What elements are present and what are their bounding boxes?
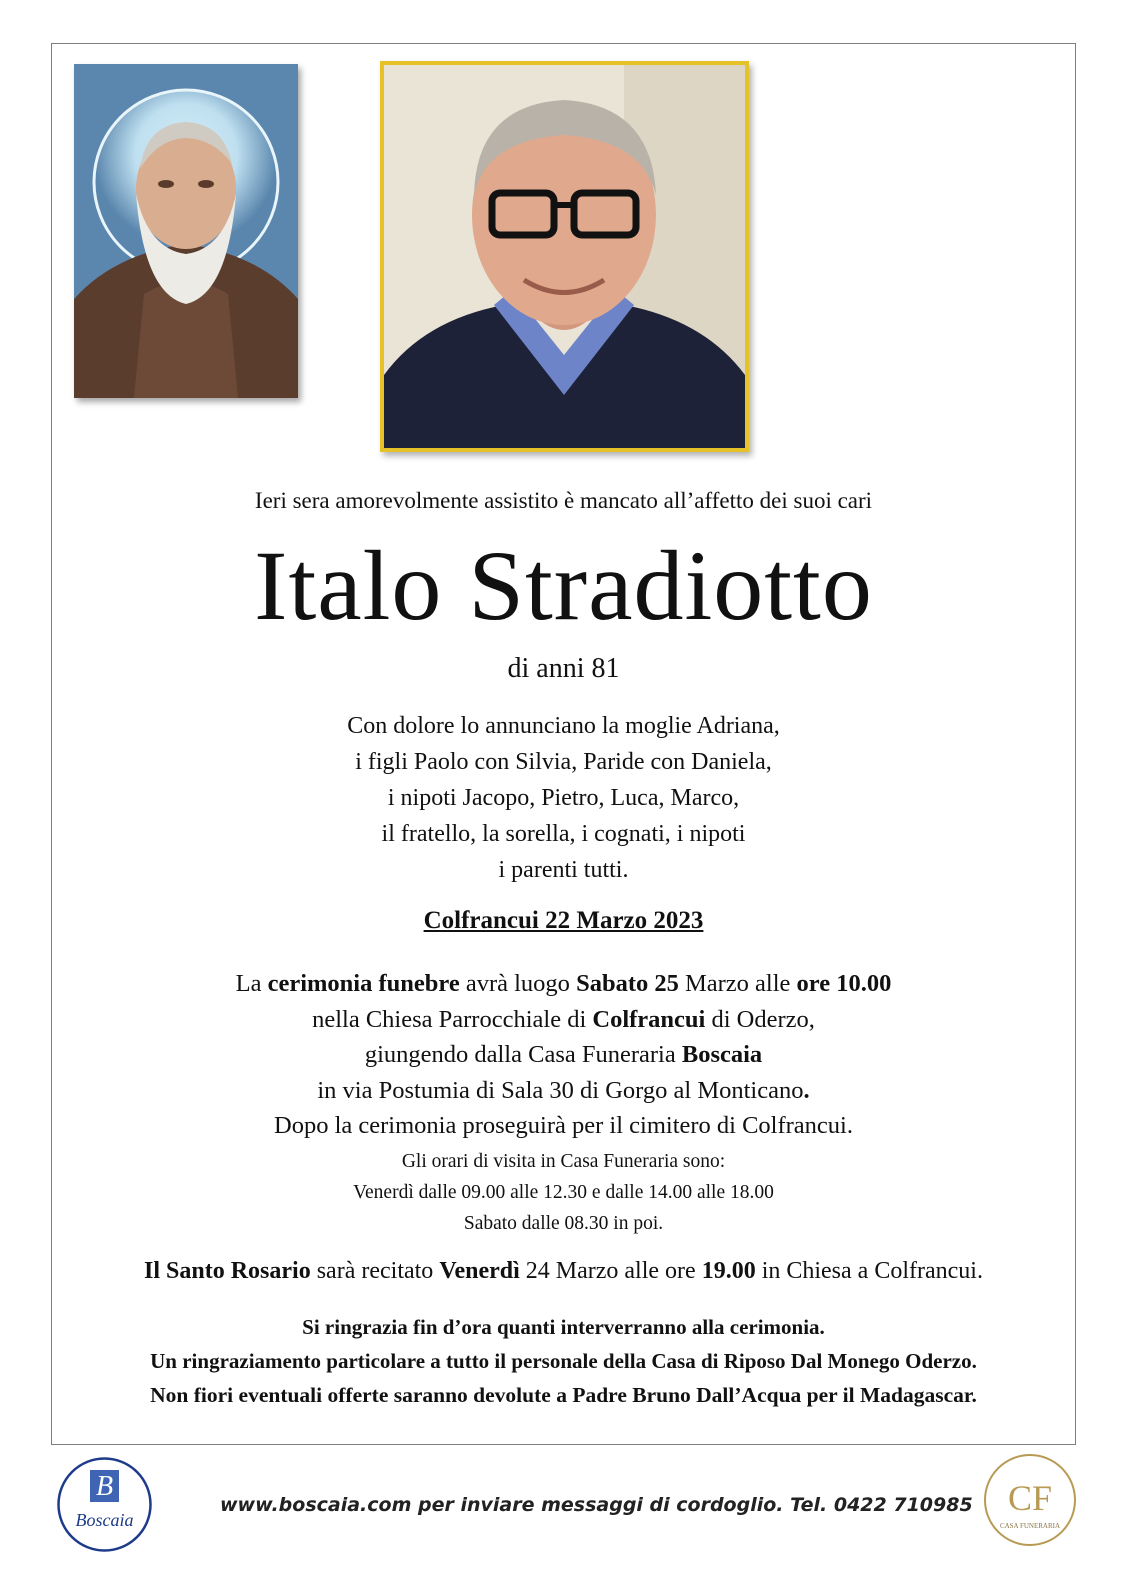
thanks-line: Un ringraziamento particolare a tutto il personale della Casa di Riposo Dal Monego Oderzo.	[150, 1349, 977, 1373]
thanks-line: Si ringrazia fin d’ora quanti interverranno alla cerimonia.	[302, 1315, 825, 1339]
family-line: i nipoti Jacopo, Pietro, Luca, Marco,	[387, 785, 740, 811]
family-line: i parenti tutti.	[498, 857, 629, 883]
family-line: i figli Paolo con Silvia, Paride con Daniela,	[355, 749, 772, 775]
place-date-line: Colfrancui 22 Marzo 2023	[423, 907, 704, 934]
intro-line: Ieri sera amorevolmente assistito è mancato all’affetto dei suoi cari	[254, 488, 873, 513]
ceremony-line: La cerimonia funebre avrà luogo Sabato 25 Marzo alle ore 10.00	[235, 970, 892, 997]
logo-left-initial: B	[95, 1471, 114, 1502]
deceased-portrait-image	[380, 61, 749, 452]
ceremony-details	[51, 966, 1076, 1144]
boscaia-logo	[56, 1456, 153, 1553]
footer-contact: www.boscaia.com per inviare messaggi di cordoglio. Tel. 0422 710985	[220, 1494, 973, 1516]
ceremony-line: nella Chiesa Parrocchiale di Colfrancui di Oderzo,	[312, 1005, 815, 1033]
ceremony-line: giungendo dalla Casa Funeraria Boscaia	[364, 1041, 763, 1068]
logo-left-name: Boscaia	[75, 1510, 134, 1530]
thanks-block	[51, 1310, 1076, 1378]
family-announcement	[51, 708, 1076, 888]
saint-portrait-image	[74, 64, 298, 398]
ceremony-line: Dopo la cerimonia proseguirà per il cimitero di Colfrancui.	[274, 1112, 853, 1139]
casa-funeraria-logo	[982, 1452, 1078, 1548]
visiting-line: Sabato dalle 08.30 in poi.	[463, 1213, 664, 1234]
logo-right-caption: CASA FUNERARIA	[999, 1522, 1061, 1530]
deceased-name: Italo Stradiotto	[254, 530, 873, 641]
age-line: di anni 81	[507, 653, 620, 684]
ceremony-line: in via Postumia di Sala 30 di Gorgo al Monticano.	[317, 1076, 810, 1104]
family-line: il fratello, la sorella, i cognati, i nipoti	[381, 821, 746, 847]
visiting-hours	[51, 1146, 1076, 1239]
rosary-line: Il Santo Rosario sarà recitato Venerdì 24 Marzo alle ore 19.00 in Chiesa a Colfrancui.	[144, 1258, 983, 1284]
family-line: Con dolore lo annunciano la moglie Adriana,	[347, 713, 780, 739]
donation-note: Non fiori eventuali offerte saranno devolute a Padre Bruno Dall’Acqua per il Madagascar.	[150, 1383, 977, 1407]
visiting-line: Gli orari di visita in Casa Funeraria sono:	[401, 1151, 726, 1172]
logo-right-initials: CF	[1007, 1478, 1053, 1518]
visiting-line: Venerdì dalle 09.00 alle 12.30 e dalle 14.00 alle 18.00	[353, 1182, 774, 1203]
